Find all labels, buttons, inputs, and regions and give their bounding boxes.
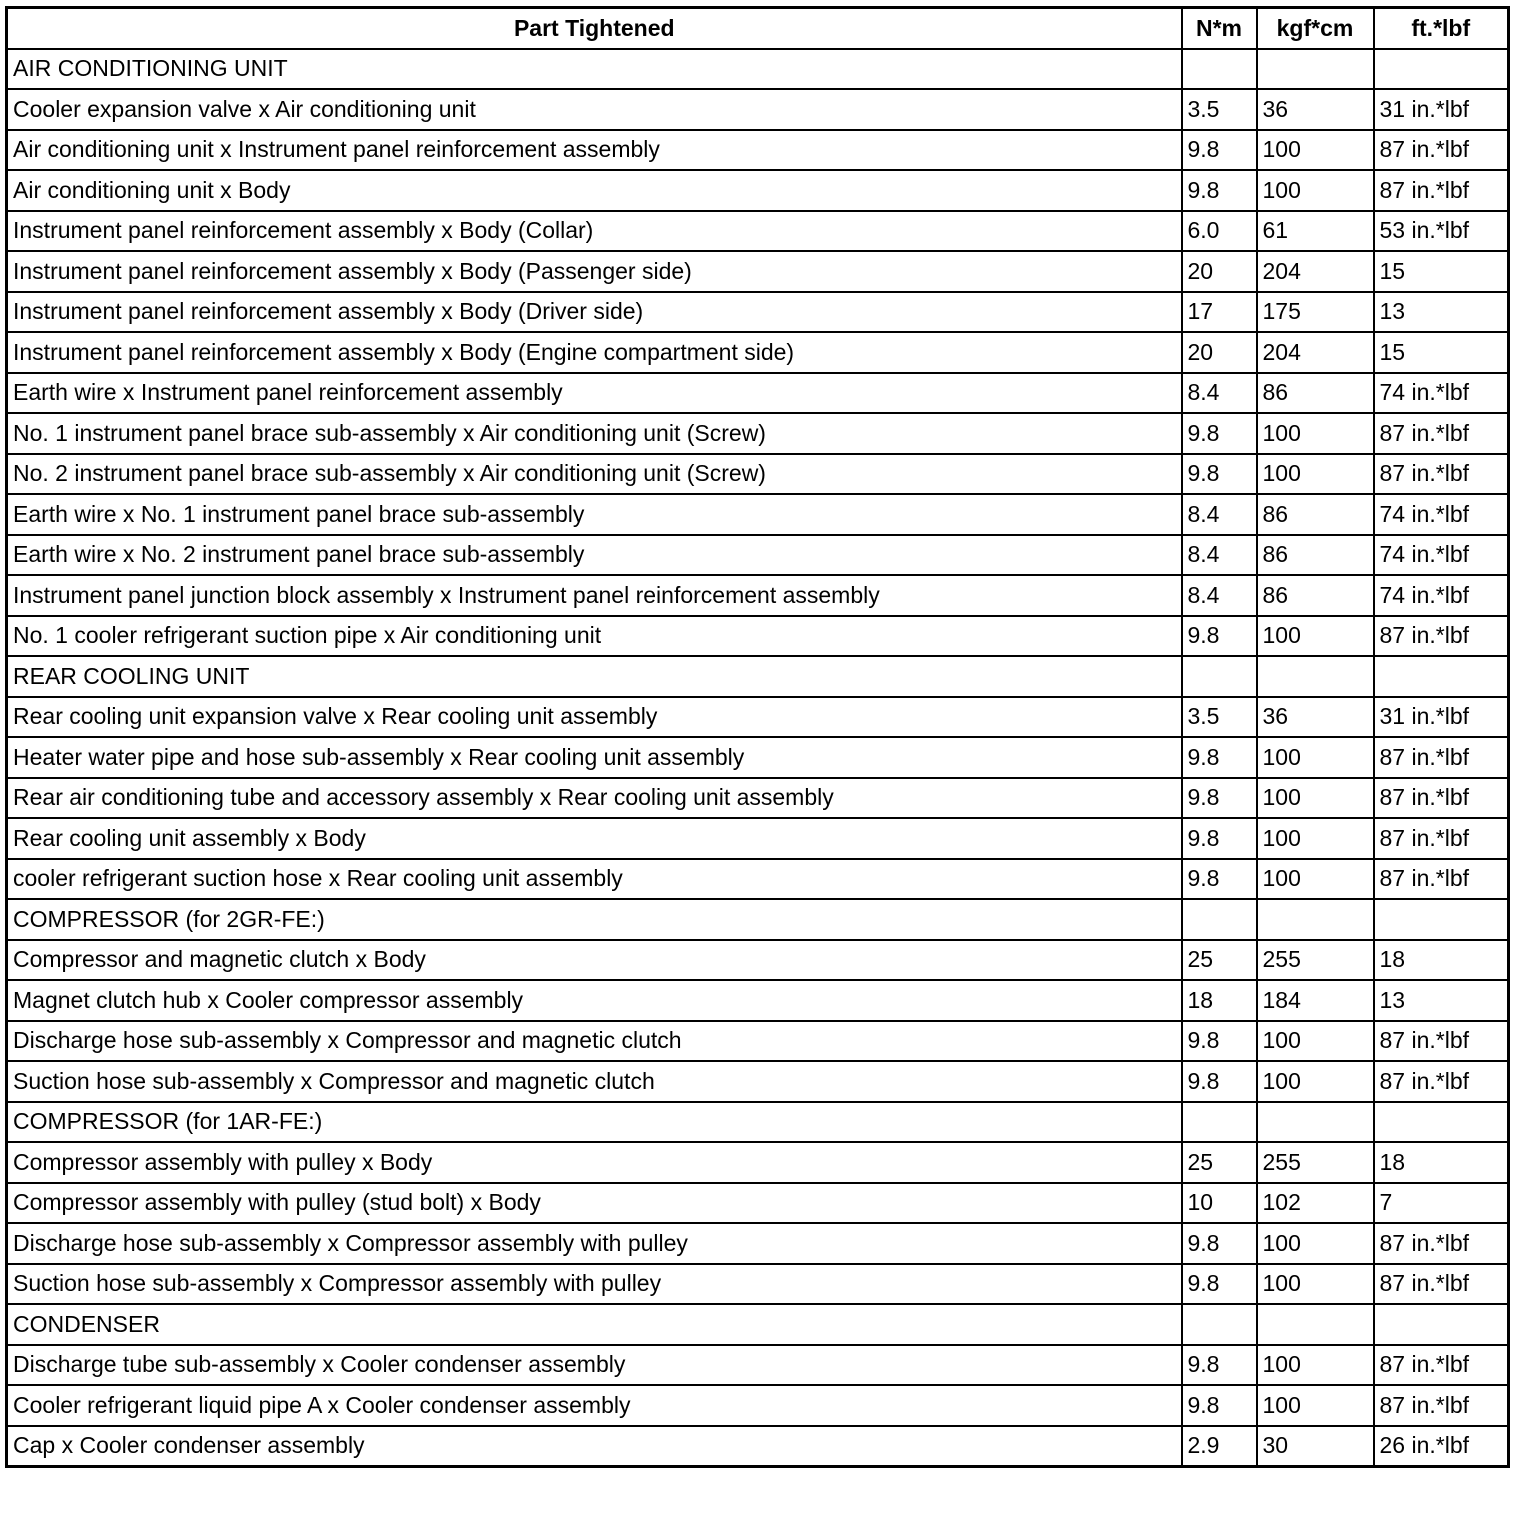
ft-lbf-cell (1374, 899, 1509, 940)
table-row (7, 332, 1509, 373)
nm-cell: 10 (1182, 1183, 1257, 1224)
part-cell: Rear air conditioning tube and accessory assembly x Rear cooling unit assembly (7, 778, 1182, 819)
part-cell: Compressor and magnetic clutch x Body (7, 940, 1182, 981)
part-cell: Suction hose sub-assembly x Compressor assembly with pulley (7, 1264, 1182, 1305)
ft-lbf-cell: 87 in.*lbf (1374, 616, 1509, 657)
kgf-cm-cell (1257, 1102, 1374, 1143)
nm-cell: 9.8 (1182, 1021, 1257, 1062)
table-row (7, 1021, 1509, 1062)
kgf-cm-cell: 204 (1257, 332, 1374, 373)
table-row (7, 940, 1509, 981)
ft-lbf-cell: 31 in.*lbf (1374, 697, 1509, 738)
ft-lbf-cell: 87 in.*lbf (1374, 859, 1509, 900)
section-title: COMPRESSOR (for 1AR-FE:) (7, 1102, 1182, 1143)
nm-cell: 9.8 (1182, 616, 1257, 657)
header-part-tightened: Part Tightened (7, 8, 1182, 49)
ft-lbf-cell (1374, 656, 1509, 697)
ft-lbf-cell: 26 in.*lbf (1374, 1426, 1509, 1467)
part-cell: Earth wire x Instrument panel reinforcement assembly (7, 373, 1182, 414)
kgf-cm-cell: 86 (1257, 535, 1374, 576)
part-cell: Instrument panel reinforcement assembly x Body (Driver side) (7, 292, 1182, 333)
table-row (7, 980, 1509, 1021)
table-row (7, 575, 1509, 616)
table-row (7, 737, 1509, 778)
part-cell: Rear cooling unit expansion valve x Rear cooling unit assembly (7, 697, 1182, 738)
kgf-cm-cell: 86 (1257, 494, 1374, 535)
kgf-cm-cell: 100 (1257, 130, 1374, 171)
section-row (7, 1304, 1509, 1345)
header-nm: N*m (1182, 8, 1257, 49)
ft-lbf-cell: 87 in.*lbf (1374, 1061, 1509, 1102)
nm-cell: 9.8 (1182, 170, 1257, 211)
kgf-cm-cell: 36 (1257, 697, 1374, 738)
table-row (7, 413, 1509, 454)
part-cell: Heater water pipe and hose sub-assembly x Rear cooling unit assembly (7, 737, 1182, 778)
section-row (7, 1102, 1509, 1143)
nm-cell: 9.8 (1182, 1061, 1257, 1102)
part-cell: Instrument panel reinforcement assembly x Body (Engine compartment side) (7, 332, 1182, 373)
kgf-cm-cell: 86 (1257, 373, 1374, 414)
ft-lbf-cell: 74 in.*lbf (1374, 535, 1509, 576)
section-title: COMPRESSOR (for 2GR-FE:) (7, 899, 1182, 940)
nm-cell (1182, 1304, 1257, 1345)
nm-cell: 2.9 (1182, 1426, 1257, 1467)
part-cell: Discharge hose sub-assembly x Compressor and magnetic clutch (7, 1021, 1182, 1062)
kgf-cm-cell: 100 (1257, 859, 1374, 900)
table-row (7, 1264, 1509, 1305)
part-cell: Cooler expansion valve x Air conditioning unit (7, 89, 1182, 130)
nm-cell: 9.8 (1182, 413, 1257, 454)
nm-cell: 9.8 (1182, 130, 1257, 171)
part-cell: cooler refrigerant suction hose x Rear cooling unit assembly (7, 859, 1182, 900)
ft-lbf-cell: 87 in.*lbf (1374, 737, 1509, 778)
ft-lbf-cell: 15 (1374, 332, 1509, 373)
table-row (7, 859, 1509, 900)
kgf-cm-cell (1257, 899, 1374, 940)
nm-cell: 20 (1182, 251, 1257, 292)
kgf-cm-cell: 100 (1257, 1345, 1374, 1386)
header-ft-lbf: ft.*lbf (1374, 8, 1509, 49)
table-row (7, 373, 1509, 414)
table-row (7, 1061, 1509, 1102)
kgf-cm-cell: 100 (1257, 413, 1374, 454)
table-row (7, 89, 1509, 130)
part-cell: Earth wire x No. 2 instrument panel brace sub-assembly (7, 535, 1182, 576)
nm-cell: 25 (1182, 940, 1257, 981)
header-kgf-cm: kgf*cm (1257, 8, 1374, 49)
part-cell: Discharge hose sub-assembly x Compressor assembly with pulley (7, 1223, 1182, 1264)
section-title: CONDENSER (7, 1304, 1182, 1345)
kgf-cm-cell: 86 (1257, 575, 1374, 616)
nm-cell: 18 (1182, 980, 1257, 1021)
nm-cell: 8.4 (1182, 575, 1257, 616)
ft-lbf-cell: 87 in.*lbf (1374, 1021, 1509, 1062)
kgf-cm-cell: 255 (1257, 940, 1374, 981)
ft-lbf-cell: 18 (1374, 1142, 1509, 1183)
part-cell: No. 2 instrument panel brace sub-assembly x Air conditioning unit (Screw) (7, 454, 1182, 495)
kgf-cm-cell: 255 (1257, 1142, 1374, 1183)
ft-lbf-cell (1374, 1102, 1509, 1143)
part-cell: Rear cooling unit assembly x Body (7, 818, 1182, 859)
ft-lbf-cell: 87 in.*lbf (1374, 1345, 1509, 1386)
ft-lbf-cell: 18 (1374, 940, 1509, 981)
part-cell: Suction hose sub-assembly x Compressor and magnetic clutch (7, 1061, 1182, 1102)
ft-lbf-cell: 31 in.*lbf (1374, 89, 1509, 130)
table-row (7, 292, 1509, 333)
nm-cell: 9.8 (1182, 1385, 1257, 1426)
table-row (7, 1142, 1509, 1183)
table-row (7, 697, 1509, 738)
nm-cell (1182, 899, 1257, 940)
ft-lbf-cell: 87 in.*lbf (1374, 454, 1509, 495)
section-title: REAR COOLING UNIT (7, 656, 1182, 697)
ft-lbf-cell: 87 in.*lbf (1374, 1385, 1509, 1426)
kgf-cm-cell: 100 (1257, 1385, 1374, 1426)
nm-cell: 3.5 (1182, 697, 1257, 738)
nm-cell: 9.8 (1182, 1345, 1257, 1386)
ft-lbf-cell: 87 in.*lbf (1374, 818, 1509, 859)
nm-cell: 8.4 (1182, 535, 1257, 576)
nm-cell: 3.5 (1182, 89, 1257, 130)
part-cell: Instrument panel junction block assembly x Instrument panel reinforcement assembly (7, 575, 1182, 616)
kgf-cm-cell: 100 (1257, 737, 1374, 778)
ft-lbf-cell: 13 (1374, 292, 1509, 333)
nm-cell (1182, 49, 1257, 90)
ft-lbf-cell: 87 in.*lbf (1374, 778, 1509, 819)
kgf-cm-cell: 100 (1257, 1264, 1374, 1305)
section-row (7, 899, 1509, 940)
nm-cell: 17 (1182, 292, 1257, 333)
table-row (7, 1183, 1509, 1224)
ft-lbf-cell: 13 (1374, 980, 1509, 1021)
part-cell: Cap x Cooler condenser assembly (7, 1426, 1182, 1467)
table-row (7, 494, 1509, 535)
table-row (7, 1345, 1509, 1386)
part-cell: Instrument panel reinforcement assembly x Body (Collar) (7, 211, 1182, 252)
nm-cell: 9.8 (1182, 859, 1257, 900)
table-body (7, 49, 1509, 1467)
kgf-cm-cell: 100 (1257, 778, 1374, 819)
nm-cell: 9.8 (1182, 778, 1257, 819)
kgf-cm-cell: 30 (1257, 1426, 1374, 1467)
kgf-cm-cell: 100 (1257, 1223, 1374, 1264)
part-cell: Instrument panel reinforcement assembly x Body (Passenger side) (7, 251, 1182, 292)
kgf-cm-cell: 36 (1257, 89, 1374, 130)
nm-cell: 9.8 (1182, 1264, 1257, 1305)
table-row (7, 1223, 1509, 1264)
torque-spec-sheet (5, 6, 1510, 1468)
part-cell: Cooler refrigerant liquid pipe A x Cooler condenser assembly (7, 1385, 1182, 1426)
ft-lbf-cell: 15 (1374, 251, 1509, 292)
table-row (7, 170, 1509, 211)
kgf-cm-cell: 204 (1257, 251, 1374, 292)
ft-lbf-cell: 74 in.*lbf (1374, 494, 1509, 535)
table-row (7, 778, 1509, 819)
nm-cell: 8.4 (1182, 373, 1257, 414)
section-title: AIR CONDITIONING UNIT (7, 49, 1182, 90)
part-cell: Earth wire x No. 1 instrument panel brace sub-assembly (7, 494, 1182, 535)
nm-cell: 20 (1182, 332, 1257, 373)
nm-cell: 8.4 (1182, 494, 1257, 535)
section-row (7, 49, 1509, 90)
nm-cell: 9.8 (1182, 818, 1257, 859)
kgf-cm-cell (1257, 1304, 1374, 1345)
nm-cell: 25 (1182, 1142, 1257, 1183)
table-row (7, 251, 1509, 292)
ft-lbf-cell: 74 in.*lbf (1374, 575, 1509, 616)
torque-table (5, 6, 1510, 1468)
ft-lbf-cell: 87 in.*lbf (1374, 1223, 1509, 1264)
table-row (7, 211, 1509, 252)
table-row (7, 616, 1509, 657)
nm-cell: 9.8 (1182, 737, 1257, 778)
kgf-cm-cell: 100 (1257, 616, 1374, 657)
table-row (7, 130, 1509, 171)
kgf-cm-cell: 102 (1257, 1183, 1374, 1224)
kgf-cm-cell: 100 (1257, 818, 1374, 859)
table-row (7, 1426, 1509, 1467)
table-row (7, 535, 1509, 576)
ft-lbf-cell: 87 in.*lbf (1374, 413, 1509, 454)
table-row (7, 818, 1509, 859)
ft-lbf-cell: 87 in.*lbf (1374, 1264, 1509, 1305)
kgf-cm-cell: 100 (1257, 170, 1374, 211)
nm-cell (1182, 656, 1257, 697)
part-cell: No. 1 cooler refrigerant suction pipe x Air conditioning unit (7, 616, 1182, 657)
part-cell: No. 1 instrument panel brace sub-assembly x Air conditioning unit (Screw) (7, 413, 1182, 454)
part-cell: Magnet clutch hub x Cooler compressor assembly (7, 980, 1182, 1021)
kgf-cm-cell (1257, 656, 1374, 697)
kgf-cm-cell: 175 (1257, 292, 1374, 333)
nm-cell: 9.8 (1182, 454, 1257, 495)
ft-lbf-cell: 7 (1374, 1183, 1509, 1224)
ft-lbf-cell: 87 in.*lbf (1374, 130, 1509, 171)
kgf-cm-cell: 100 (1257, 1021, 1374, 1062)
part-cell: Compressor assembly with pulley (stud bolt) x Body (7, 1183, 1182, 1224)
ft-lbf-cell: 74 in.*lbf (1374, 373, 1509, 414)
part-cell: Compressor assembly with pulley x Body (7, 1142, 1182, 1183)
kgf-cm-cell: 184 (1257, 980, 1374, 1021)
kgf-cm-cell: 100 (1257, 454, 1374, 495)
nm-cell: 9.8 (1182, 1223, 1257, 1264)
kgf-cm-cell: 100 (1257, 1061, 1374, 1102)
table-row (7, 454, 1509, 495)
ft-lbf-cell (1374, 1304, 1509, 1345)
table-row (7, 1385, 1509, 1426)
kgf-cm-cell: 61 (1257, 211, 1374, 252)
header-row (7, 8, 1509, 49)
ft-lbf-cell: 87 in.*lbf (1374, 170, 1509, 211)
ft-lbf-cell: 53 in.*lbf (1374, 211, 1509, 252)
nm-cell: 6.0 (1182, 211, 1257, 252)
nm-cell (1182, 1102, 1257, 1143)
part-cell: Air conditioning unit x Instrument panel reinforcement assembly (7, 130, 1182, 171)
kgf-cm-cell (1257, 49, 1374, 90)
part-cell: Discharge tube sub-assembly x Cooler condenser assembly (7, 1345, 1182, 1386)
section-row (7, 656, 1509, 697)
part-cell: Air conditioning unit x Body (7, 170, 1182, 211)
ft-lbf-cell (1374, 49, 1509, 90)
